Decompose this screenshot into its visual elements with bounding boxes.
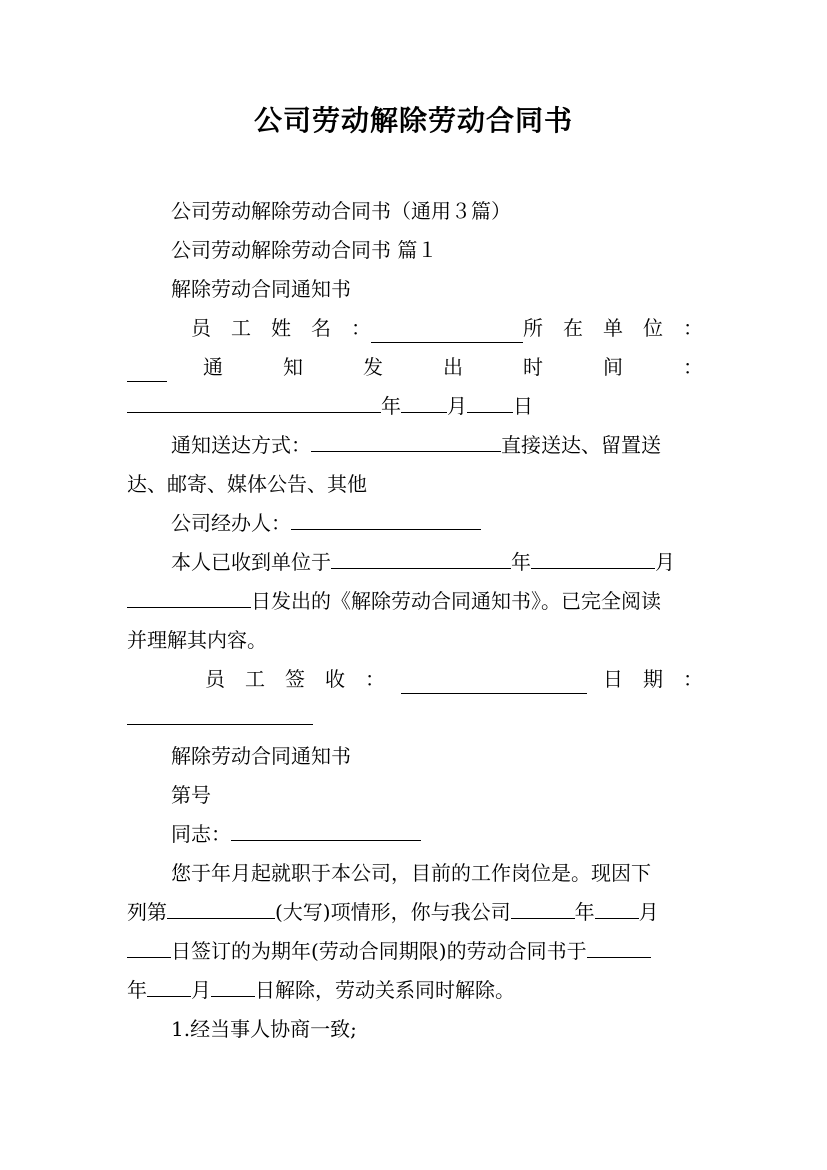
body-year-label-2: 年 xyxy=(127,978,147,1002)
received-row-2 xyxy=(127,586,703,616)
body-text-2b: (大写)项情形，你与我公司 xyxy=(275,900,511,924)
date-blank-row xyxy=(127,703,703,733)
comrade-row xyxy=(127,819,747,849)
employee-name-row xyxy=(127,313,703,343)
handler-label: 公司经办人： xyxy=(171,511,291,535)
terminate-day-blank[interactable] xyxy=(211,976,255,997)
item-row-1 xyxy=(127,1014,747,1044)
notice-heading-2 xyxy=(127,741,747,771)
notice-day-blank[interactable] xyxy=(467,392,513,413)
body-text-1: 您于年月起就职于本公司，目前的工作岗位是。现因下 xyxy=(171,861,651,885)
unit-blank[interactable] xyxy=(127,361,167,382)
sign-day-blank[interactable] xyxy=(127,937,171,958)
sign-year-blank[interactable] xyxy=(511,898,575,919)
sign-row xyxy=(127,664,703,694)
delivery-row xyxy=(127,430,747,460)
sign-date-blank[interactable] xyxy=(127,704,313,725)
comrade-blank[interactable] xyxy=(231,820,421,841)
item-1-text: 1.经当事人协商一致; xyxy=(171,1017,357,1041)
notice-heading-text: 解除劳动合同通知书 xyxy=(171,277,351,301)
subtitle-text: 公司劳动解除劳动合同书（通用３篇） xyxy=(171,199,511,223)
month-label: 月 xyxy=(447,394,467,418)
notice-heading xyxy=(127,274,747,304)
comrade-label: 同志： xyxy=(171,822,231,846)
terminate-month-blank[interactable] xyxy=(147,976,191,997)
unit-label: 所 在 单 位 ： xyxy=(523,316,703,340)
received-day-blank[interactable] xyxy=(127,587,251,608)
notice-date-row xyxy=(127,391,703,421)
body-row-2 xyxy=(127,897,703,927)
received-row-3 xyxy=(127,625,703,655)
received-text-2: 日发出的《解除劳动合同通知书》。已完全阅读 xyxy=(251,589,661,613)
body-row-1 xyxy=(127,858,747,888)
received-text-1: 本人已收到单位于 xyxy=(171,550,331,574)
notice-month-blank[interactable] xyxy=(401,392,447,413)
terminate-year-blank[interactable] xyxy=(587,937,651,958)
employee-name-label: 员 工 姓 名 ： xyxy=(191,316,371,340)
item-number-blank[interactable] xyxy=(167,898,275,919)
body-month-label: 月 xyxy=(638,900,659,924)
handler-blank[interactable] xyxy=(291,509,481,530)
document-title: 公司劳动解除劳动合同书 xyxy=(253,104,573,137)
notice-heading-2-text: 解除劳动合同通知书 xyxy=(171,744,351,768)
body-month-label-2: 月 xyxy=(191,978,211,1002)
received-month-blank[interactable] xyxy=(531,548,655,569)
sign-month-blank[interactable] xyxy=(595,898,639,919)
body-year-label: 年 xyxy=(574,900,595,924)
received-year-label: 年 xyxy=(511,550,531,574)
number-text: 第号 xyxy=(171,783,211,807)
body-row-3 xyxy=(127,936,703,966)
received-text-3: 并理解其内容。 xyxy=(127,628,267,652)
received-row-1 xyxy=(127,547,747,577)
day-label: 日 xyxy=(513,394,533,418)
date-label: 日 期 ： xyxy=(603,667,703,691)
employee-name-blank[interactable] xyxy=(371,322,523,343)
body-text-4c: 日解除，劳动关系同时解除。 xyxy=(255,978,515,1002)
section-heading-text: 公司劳动解除劳动合同书 篇１ xyxy=(171,238,438,262)
delivery-options-row xyxy=(127,469,703,499)
body-row-4 xyxy=(127,975,703,1005)
delivery-options-1: 直接送达、留置送 xyxy=(501,433,661,457)
body-text-2a: 列第 xyxy=(127,900,167,924)
delivery-blank[interactable] xyxy=(311,431,501,452)
delivery-label: 通知送达方式： xyxy=(171,433,311,457)
notice-time-label: 通 知 发 出 时 间 ： xyxy=(203,355,703,379)
year-label: 年 xyxy=(381,394,401,418)
received-month-label: 月 xyxy=(655,550,675,574)
body-text-3b: 日签订的为期年(劳动合同期限)的劳动合同书于 xyxy=(171,939,587,963)
number-row xyxy=(127,780,747,810)
sign-label: 员 工 签 收 ： xyxy=(205,667,385,691)
notice-time-row xyxy=(127,352,703,382)
received-year-blank[interactable] xyxy=(331,548,511,569)
notice-year-blank[interactable] xyxy=(127,392,381,413)
delivery-options-2: 达、邮寄、媒体公告、其他 xyxy=(127,472,367,496)
section-heading xyxy=(127,235,747,265)
sign-blank[interactable] xyxy=(401,673,587,694)
subtitle-line xyxy=(127,196,747,226)
handler-row xyxy=(127,508,747,538)
